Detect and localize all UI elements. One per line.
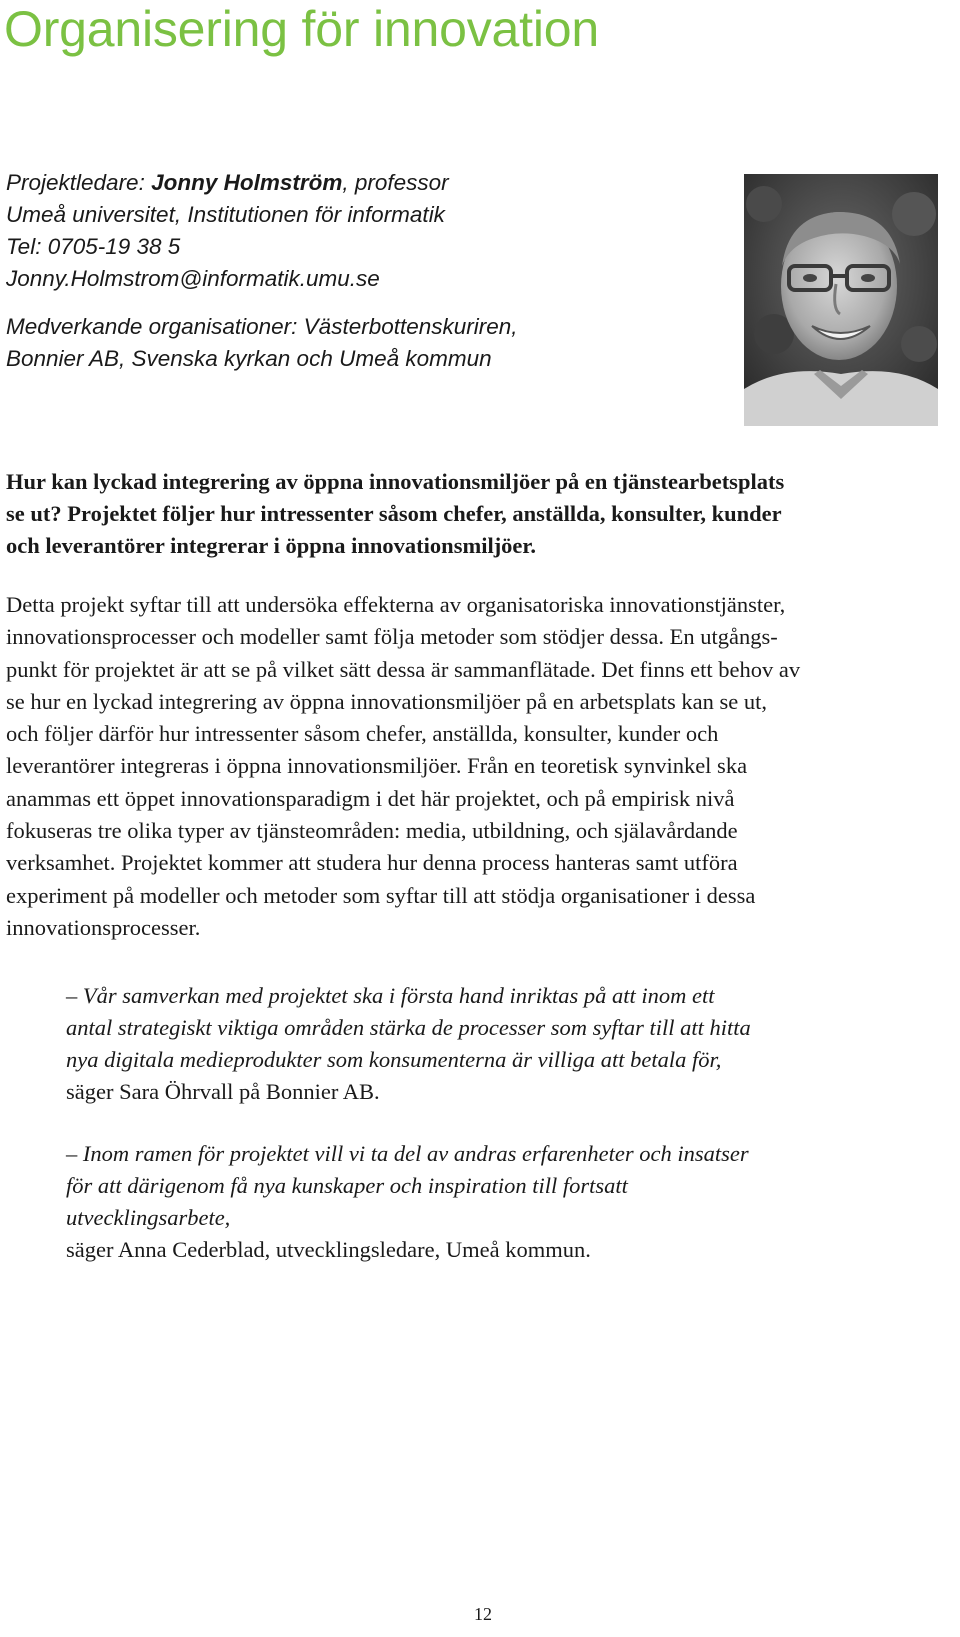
email: Jonny.Holmstrom@informatik.umu.se xyxy=(6,266,380,291)
body-line: innovationsprocesser och modeller samt följa metoder som stödjer dessa. En utgångs- xyxy=(6,624,778,650)
orgs-line: Bonnier AB, Svenska kyrkan och Umeå kommun xyxy=(6,346,492,371)
quote-line: – Vår samverkan med projektet ska i första hand inriktas på att inom ett xyxy=(66,983,715,1008)
quote-attribution: säger Sara Öhrvall på Bonnier AB. xyxy=(66,1079,380,1104)
phone: Tel: 0705-19 38 5 xyxy=(6,234,181,259)
quote-line: antal strategiskt viktiga områden stärka de processer som syftar till att hitta xyxy=(66,1015,751,1040)
participating-organisations xyxy=(6,311,706,375)
lead-line: Hur kan lyckad integrering av öppna innovationsmiljöer på en tjänstearbetsplats xyxy=(6,469,785,494)
body-line: innovationsprocesser. xyxy=(6,914,201,940)
lead-line: se ut? Projektet följer hur intressenter såsom chefer, anställda, konsulter, kunder xyxy=(6,501,782,526)
body-line: leverantörer integreras i öppna innovationsmiljöer. Från en teoretisk synvinkel ska xyxy=(6,753,748,779)
page-number: 12 xyxy=(474,1604,492,1624)
portrait-photo xyxy=(744,174,938,426)
quote-umea-kommun xyxy=(66,1138,946,1266)
body-paragraph xyxy=(6,589,956,944)
body-line: fokuseras tre olika typer av tjänsteområden: media, utbildning, och själavårdande xyxy=(6,818,738,844)
orgs-line: Medverkande organisationer: Västerbottenskuriren, xyxy=(6,314,518,339)
quote-line: – Inom ramen för projektet vill vi ta del av andras erfarenheter och insatser xyxy=(66,1141,749,1166)
body-line: se hur en lyckad integrering av öppna innovationsmiljöer på en arbetsplats kan se ut, xyxy=(6,688,768,714)
quote-attribution: säger Anna Cederblad, utvecklingsledare, Umeå kommun. xyxy=(66,1237,591,1262)
project-leader-line xyxy=(6,167,706,199)
body-line: verksamhet. Projektet kommer att studera hur denna process hanteras samt utföra xyxy=(6,850,738,876)
quote-line: nya digitala medieprodukter som konsumenterna är villiga att betala för, xyxy=(66,1047,722,1072)
affiliation: Umeå universitet, Institutionen för informatik xyxy=(6,202,445,227)
lead-line: och leverantörer integrerar i öppna innovationsmiljöer. xyxy=(6,533,536,558)
body-line: anammas ett öppet innovationsparadigm i det här projektet, och på empirisk nivå xyxy=(6,785,735,811)
leader-name: Jonny Holmström xyxy=(151,170,343,195)
quote-bonnier xyxy=(66,980,946,1108)
body-line: Detta projekt syftar till att undersöka effekterna av organisatoriska innovationstjänster, xyxy=(6,592,786,617)
leader-label: Projektledare: xyxy=(6,170,152,195)
lead-paragraph xyxy=(6,466,956,562)
quote-line: för att därigenom få nya kunskaper och inspiration till fortsatt xyxy=(66,1173,628,1198)
contact-block xyxy=(6,167,706,375)
body-line: punkt för projektet är att se på vilket sätt dessa är sammanflätade. Det finns ett behov av xyxy=(6,656,801,682)
leader-role: , professor xyxy=(342,170,449,195)
body-line: experiment på modeller och metoder som syftar till att stödja organisationer i dessa xyxy=(6,882,756,908)
page-title: Organisering för innovation xyxy=(4,1,599,57)
body-line: och följer därför hur intressenter såsom chefer, anställda, konsulter, kunder och xyxy=(6,721,719,747)
quote-line: utvecklingsarbete, xyxy=(66,1205,231,1230)
